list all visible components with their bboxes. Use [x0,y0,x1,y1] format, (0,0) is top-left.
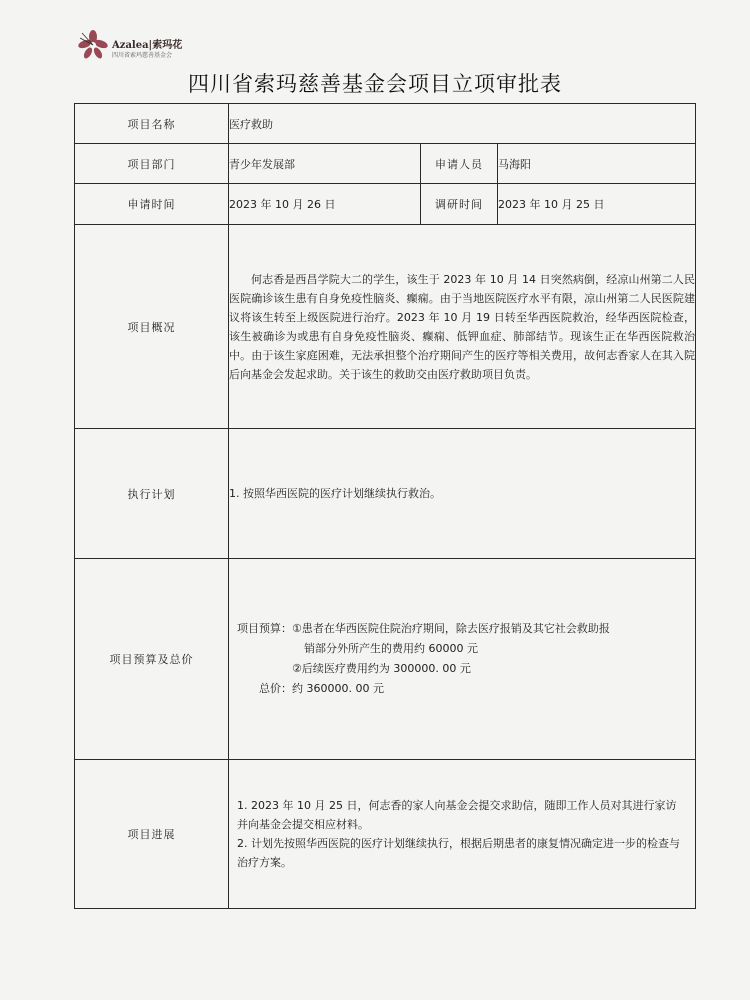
foundation-logo [74,26,194,66]
department-label: 项目部门 [75,144,229,184]
budget-item-1-text: ①患者在华西医院住院治疗期间，除去医疗报销及其它社会救助报 [292,622,610,635]
survey-time-value: 2023 年 10 月 25 日 [498,184,696,225]
budget-block [229,619,695,699]
total-value: 约 360000. 00 元 [292,682,384,695]
plan-cell [229,429,696,559]
survey-time-label: 调研时间 [421,184,498,225]
progress-item-2: 2. 计划先按照华西医院的医疗计划继续执行，根据后期患者的康复情况确定进一步的检查与治疗方案。 [237,837,680,869]
budget-total [235,679,695,699]
row-dates [75,184,696,225]
row-progress [75,760,696,909]
row-overview [75,225,696,429]
budget-item-1 [235,619,695,639]
budget-item-2: ②后续医疗费用约为 300000. 00 元 [292,662,471,675]
overview-cell [229,225,696,429]
row-plan [75,429,696,559]
budget-item-1-continued: 销部分外所产生的费用约 60000 元 [304,642,478,655]
overview-label: 项目概况 [75,225,229,429]
progress-item-1: 1. 2023 年 10 月 25 日，何志香的家人向基金会提交求助信，随即工作人员对其进行家访并向基金会提交相应材料。 [237,799,677,831]
logo-subtitle: 四川省索玛慈善基金会 [112,52,173,59]
progress-cell [229,760,696,909]
row-budget [75,559,696,760]
logo-name: Azalea|索玛花 [112,40,183,51]
azalea-flower-icon [76,28,110,62]
budget-key: 项目预算： [237,622,292,635]
applicant-label: 申请人员 [421,144,498,184]
apply-time-value: 2023 年 10 月 26 日 [229,184,421,225]
department-value: 青少年发展部 [229,144,421,184]
overview-text: 何志香是西昌学院大二的学生，该生于 2023 年 10 月 14 日突然病倒，经凉山州第二人民医院确诊该生患有自身免疫性脑炎、癫痫。由于当地医院医疗水平有限，凉山州第二人民医院建议将该生转至上级医院进行治疗。2023 年 10 月 19 日转至华西医院救治，经华西医院检查，该生被确诊为或患有自身免疫性脑炎、癫痫、低钾血症、肺部结节。现该生正在华西医院救治中。由于该生家庭困难，无法承担整个治疗期间产生的医疗等相关费用，故何志香家人在其入院后向基金会发起求助。关于该生的救助交由医疗救助项目负责。 [229,272,695,381]
progress-list [229,796,695,872]
apply-time-label: 申请时间 [75,184,229,225]
applicant-value: 马海阳 [498,144,696,184]
total-key: 总价： [259,682,292,695]
plan-label: 执行计划 [75,429,229,559]
row-department [75,144,696,184]
document-title: 四川省索玛慈善基金会项目立项审批表 [188,72,562,96]
row-project-name [75,104,696,144]
project-name-value: 医疗救助 [229,104,696,144]
project-name-label: 项目名称 [75,104,229,144]
approval-form-table [74,103,696,909]
budget-cell [229,559,696,760]
plan-text: 1. 按照华西医院的医疗计划继续执行救治。 [229,487,441,500]
progress-label: 项目进展 [75,760,229,909]
budget-label: 项目预算及总价 [75,559,229,760]
